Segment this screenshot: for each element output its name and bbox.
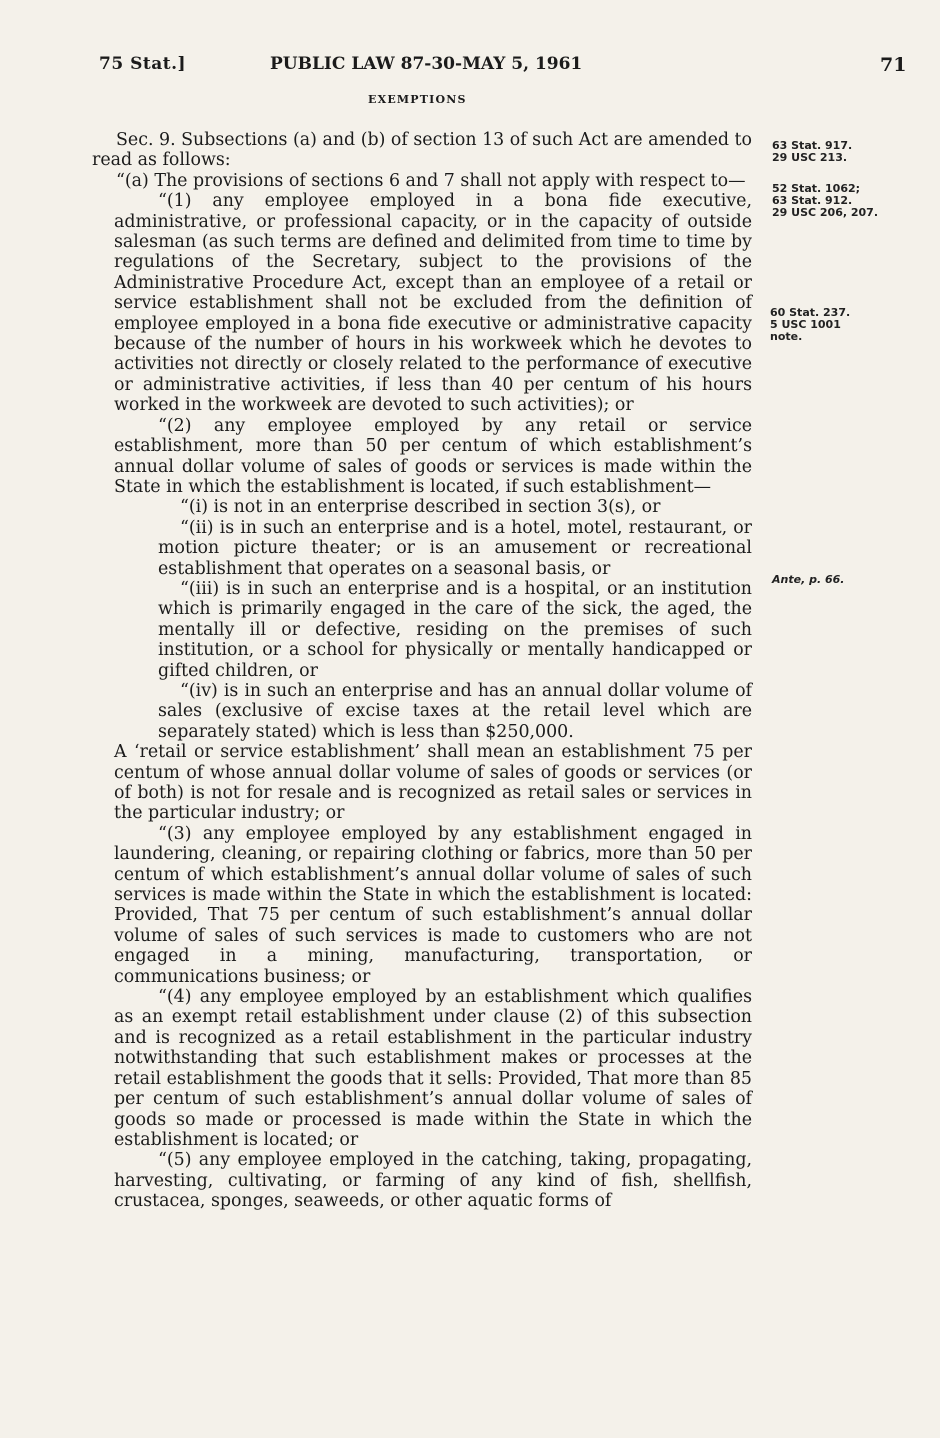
paragraph: “(iii) is in such an enterprise and is a hospital, or an institution which is primarily engaged in the care of the sick, the aged, the mentally ill or defective, residing on the premises of such institution, or a school for physically or mentally handicapped or gifted children, or bbox=[158, 578, 752, 681]
section-caption: EXEMPTIONS bbox=[368, 93, 467, 106]
margin-note: Ante, p. 66. bbox=[772, 573, 845, 586]
page-number: 71 bbox=[880, 54, 907, 76]
running-head-left: 75 Stat.] bbox=[99, 54, 187, 74]
statute-text bbox=[92, 130, 752, 1212]
paragraph: “(5) any employee employed in the catching, taking, propagating, harvesting, cultivating, or farming of any kind of fish, shellfish, crustacea, sponges, seaweeds, or other aquatic forms of bbox=[114, 1150, 752, 1212]
paragraph: “(2) any employee employed by any retail or service establishment, more than 50 per centum of which establishment’s annual dollar volume of sales of goods or services is made within the State in which the establishment is located, if such establishment— bbox=[114, 415, 752, 497]
margin-note: 52 Stat. 1062; 63 Stat. 912. 29 USC 206, 207. bbox=[772, 182, 879, 219]
paragraph: A ‘retail or service establishment’ shall mean an establishment 75 per centum of whose annual dollar volume of sales of goods or services (or of both) is not for resale and is recognized as retail sales or services in the particular industry; or bbox=[114, 742, 752, 824]
paragraph: “(iv) is in such an enterprise and has an annual dollar volume of sales (exclusive of excise taxes at the retail level which are separately stated) which is less than $250,000. bbox=[158, 680, 752, 742]
margin-note: 60 Stat. 237. 5 USC 1001 note. bbox=[770, 306, 851, 343]
paragraph: “(i) is not in an enterprise described in section 3(s), or bbox=[180, 497, 661, 518]
paragraph: “(a) The provisions of sections 6 and 7 shall not apply with respect to— bbox=[116, 170, 746, 191]
running-head-title: PUBLIC LAW 87-30-MAY 5, 1961 bbox=[270, 54, 583, 74]
paragraph: Sec. 9. Subsections (a) and (b) of section 13 of such Act are amended to read as follows: bbox=[92, 130, 752, 171]
paragraph: “(3) any employee employed by any establishment engaged in laundering, cleaning, or repairing clothing or fabrics, more than 50 per centum of which establishment’s annual dollar volume of sales of such services is made within the State in which the establishment is located: Provided, That 75 per centum of such establishment’s annual dollar volume of sales of such services is made to customers who are not engaged in a mining, manufacturing, transportation, or communications business; or bbox=[114, 823, 752, 987]
paragraph: “(1) any employee employed in a bona fide executive, administrative, or professional capacity, or in the capacity of outside salesman (as such terms are defined and delimited from time to time by regulations of the Secretary, subject to the provisions of the Administrative Procedure Act, except than an employee of a retail or service establishment shall not be excluded from the definition of employee employed in a bona fide executive or administrative capacity because of the number of hours in his workweek which he devotes to activities not directly or closely related to the performance of executive or administrative activities, if less than 40 per centum of his hours worked in the workweek are devoted to such activities); or bbox=[114, 191, 752, 416]
paragraph: “(4) any employee employed by an establishment which qualifies as an exempt retail establishment under clause (2) of this subsection and is recognized as a retail establishment in the particular industry notwithstanding that such establishment makes or processes at the retail establishment the goods that it sells: Provided, That more than 85 per centum of such establishment’s annual dollar volume of sales of goods so made or processed is made within the State in which the establishment is located; or bbox=[114, 987, 752, 1150]
margin-note: 63 Stat. 917. 29 USC 213. bbox=[772, 139, 853, 164]
paragraph: “(ii) is in such an enterprise and is a hotel, motel, restaurant, or motion picture theater; or is an amusement or recreational establishment that operates on a seasonal basis, or bbox=[158, 517, 752, 579]
